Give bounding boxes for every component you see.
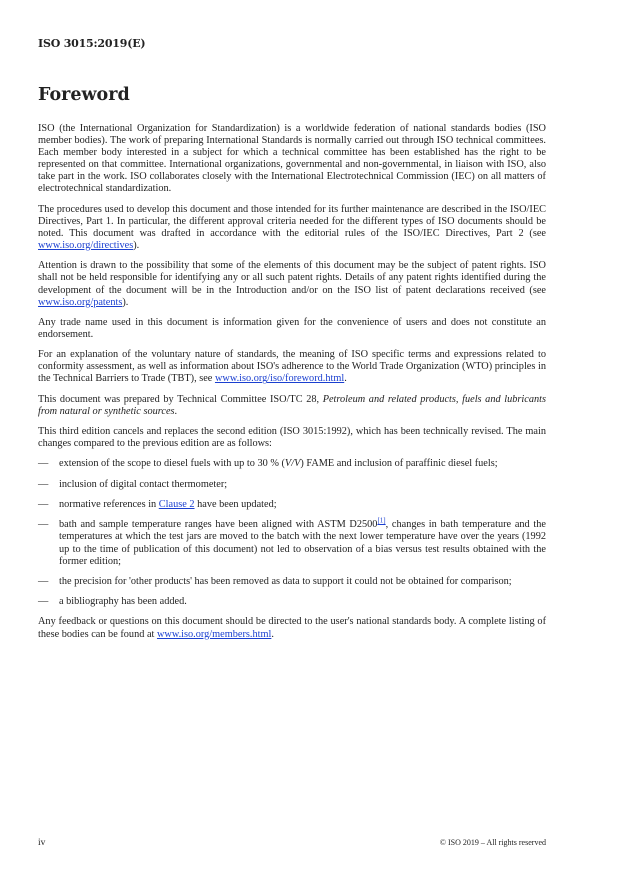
text: Attention is drawn to the possibility that some of the elements of this document may be the subject of patent rights. ISO shall not be held responsible for identifying any or all such patent rights. Details of any patent rights identified during the development of the document will be in the Introduction and/or on the ISO list of patent declarations received (see	[38, 260, 546, 296]
paragraph-procedures	[38, 204, 546, 252]
dash-bullet: —	[38, 499, 49, 511]
link-reference-1[interactable]: [1]	[377, 516, 386, 525]
text: ) FAME and inclusion of paraffinic diesel fuels;	[300, 458, 498, 470]
list-item	[38, 479, 546, 491]
paragraph-voluntary	[38, 349, 546, 385]
text: bath and sample temperature ranges have been aligned with ASTM D2500	[59, 519, 378, 531]
text: normative references in	[59, 499, 159, 511]
paragraph-patents	[38, 260, 546, 308]
list-item	[38, 458, 546, 470]
dash-bullet: —	[38, 596, 49, 608]
paragraph-edition: This third edition cancels and replaces the second edition (ISO 3015:1992), which has been technically revised. The main changes compared to the previous edition are as follows:	[38, 426, 546, 450]
copyright-notice: © ISO 2019 – All rights reserved	[439, 838, 546, 847]
list-item	[38, 499, 546, 511]
list-item	[38, 516, 546, 567]
text: , changes in bath temperature and the temperatures at which the test jars are moved to the batch with the next lower temperature have over the years (1992 up to the time of publication of this document) not led to observation of a bias versus test results obtained with the former edition;	[59, 519, 546, 567]
link-foreword[interactable]: www.iso.org/iso/foreword.html	[214, 373, 345, 385]
page-title: Foreword	[38, 85, 130, 105]
link-directives[interactable]: www.iso.org/directives	[38, 240, 134, 252]
link-patents[interactable]: www.iso.org/patents	[38, 296, 123, 308]
dash-bullet: —	[38, 478, 49, 490]
text: The procedures used to develop this document and those intended for its further maintenance are described in the ISO/IEC Directives, Part 1. In particular, the different approval criteria needed for the different types of ISO documents should be noted. This document was drafted in accordance with the editorial rules of the ISO/IEC Directives, Part 2 (see	[38, 203, 546, 239]
text: .	[174, 405, 178, 417]
changes-list	[38, 458, 546, 608]
list-item	[38, 576, 546, 588]
list-item	[38, 596, 546, 608]
dash-bullet: —	[38, 519, 49, 531]
text: This document was prepared by Technical Committee ISO/TC 28,	[38, 393, 323, 405]
committee-title: Petroleum and related products, fuels and lubricants from natural or synthetic sources	[38, 393, 546, 417]
link-members[interactable]: www.iso.org/members.html	[156, 628, 272, 640]
paragraph-trade-name: Any trade name used in this document is information given for the convenience of users and does not constitute an endorsement.	[38, 316, 546, 340]
dash-bullet: —	[38, 575, 49, 587]
page-number: iv	[38, 838, 46, 848]
text: .	[344, 373, 347, 385]
dash-bullet: —	[38, 458, 49, 470]
foreword-body	[38, 123, 546, 649]
document-id-header: ISO 3015:2019(E)	[38, 37, 146, 50]
link-clause-2[interactable]: Clause 2	[158, 499, 195, 511]
text: .	[271, 628, 274, 640]
text: ).	[122, 296, 129, 308]
text: ).	[133, 240, 140, 252]
paragraph-iso-intro: ISO (the International Organization for Standardization) is a worldwide federation of national standards bodies (ISO member bodies). The work of preparing International Standards is normally carried out through ISO technical committees. Each member body interested in a subject for which a technical committee has been established has the right to be represented on that committee. International organizations, governmental and non-governmental, in liaison with ISO, also take part in the work. ISO collaborates closely with the International Electrotechnical Commission (IEC) on all matters of electrotechnical standardization.	[38, 123, 546, 195]
paragraph-committee	[38, 394, 546, 418]
paragraph-feedback	[38, 616, 546, 640]
text: Any feedback or questions on this document should be directed to the user's national standards body. A complete listing of these bodies can be found at	[38, 616, 546, 640]
text: inclusion of digital contact thermometer;	[59, 478, 228, 490]
text: a bibliography has been added.	[59, 596, 187, 608]
text: extension of the scope to diesel fuels with up to 30 % (	[59, 458, 285, 470]
text: V/V	[284, 458, 301, 470]
text: For an explanation of the voluntary nature of standards, the meaning of ISO specific terms and expressions related to conformity assessment, as well as information about ISO's adherence to the World Trade Organization (WTO) principles in the Technical Barriers to Trade (TBT), see	[38, 349, 546, 385]
text: the precision for 'other products' has been removed as data to support it could not be obtained for comparison;	[59, 575, 512, 587]
text: have been updated;	[194, 499, 277, 511]
